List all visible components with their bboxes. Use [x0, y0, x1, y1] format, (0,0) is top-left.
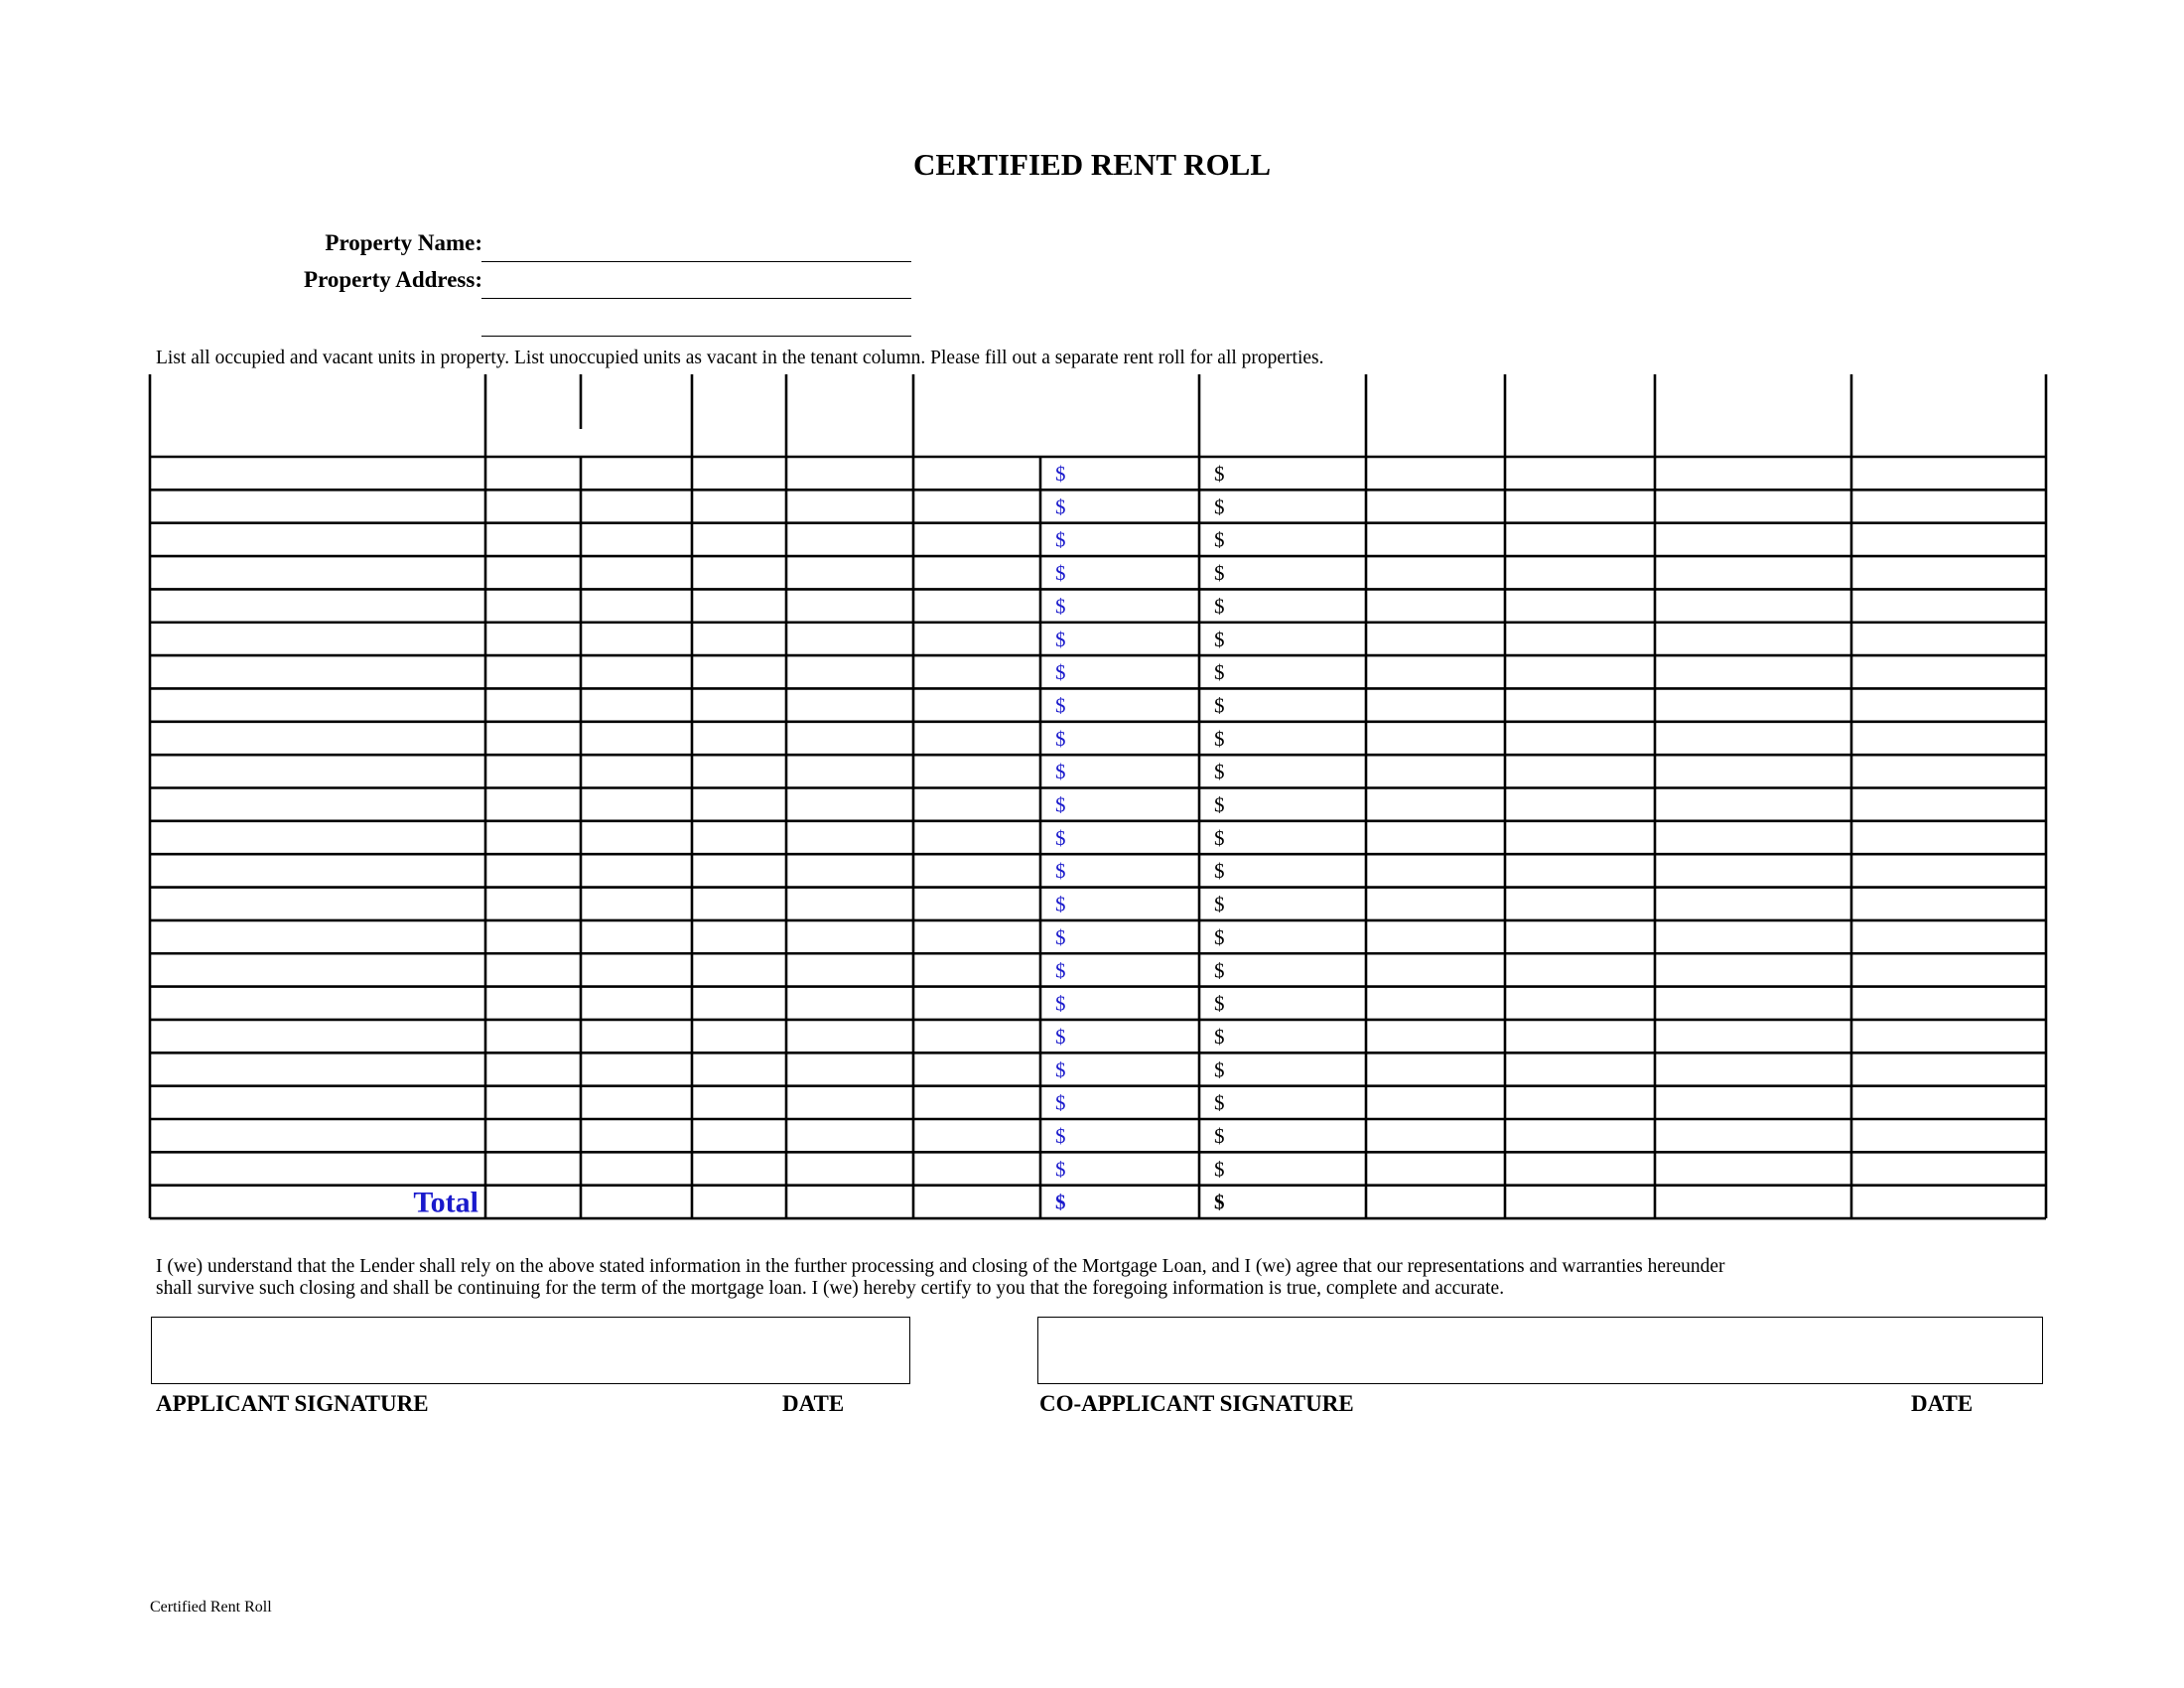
currency-cell: $ [1214, 627, 1225, 651]
co-applicant-signature-box[interactable] [1037, 1317, 2043, 1384]
page-title: CERTIFIED RENT ROLL [912, 147, 1272, 182]
footer-text: Certified Rent Roll [150, 1599, 272, 1616]
currency-cell: $ [1055, 859, 1066, 884]
currency-cell: $ [1055, 792, 1066, 817]
total-label: Total [413, 1186, 478, 1219]
co-applicant-date-label: DATE [1911, 1391, 1974, 1416]
currency-cell: $ [1055, 892, 1066, 916]
currency-cell: $ [1055, 1057, 1066, 1082]
currency-cell: $ [1055, 924, 1066, 949]
currency-cell: $ [1214, 1124, 1225, 1148]
currency-cell: $ [1214, 958, 1225, 983]
total-currency-cell: $ [1055, 1190, 1066, 1214]
applicant-signature-label: APPLICANT SIGNATURE [156, 1391, 429, 1416]
currency-cell: $ [1214, 693, 1225, 718]
currency-cell: $ [1214, 792, 1225, 817]
currency-cell: $ [1214, 859, 1225, 884]
applicant-signature-box[interactable] [151, 1317, 910, 1384]
currency-cell: $ [1214, 1157, 1225, 1182]
currency-cell: $ [1055, 561, 1066, 586]
total-currency-cell: $ [1214, 1190, 1225, 1214]
currency-cell: $ [1055, 627, 1066, 651]
certification-line-2: shall survive such closing and shall be continuing for the term of the mortgage loan. I (we) hereby certify to you that the foregoing information is true, complete and accurate. [156, 1278, 1505, 1299]
currency-cell: $ [1055, 958, 1066, 983]
certification-line-1: I (we) understand that the Lender shall rely on the above stated information in the further processing and closing of the Mortgage Loan, and I (we) agree that our representations and warranties hereunder [156, 1256, 1725, 1277]
currency-cell: $ [1214, 991, 1225, 1016]
currency-cell: $ [1214, 1057, 1225, 1082]
currency-cell: $ [1214, 825, 1225, 850]
currency-cell: $ [1214, 892, 1225, 916]
currency-cell: $ [1214, 760, 1225, 784]
currency-cell: $ [1055, 1024, 1066, 1049]
currency-cell: $ [1214, 494, 1225, 519]
currency-cell: $ [1214, 1024, 1225, 1049]
currency-cell: $ [1055, 1090, 1066, 1115]
currency-cell: $ [1055, 760, 1066, 784]
currency-cell: $ [1055, 494, 1066, 519]
currency-cell: $ [1055, 594, 1066, 619]
currency-cell: $ [1055, 1124, 1066, 1148]
property-name-label: Property Name: [325, 230, 482, 255]
currency-cell: $ [1055, 660, 1066, 685]
property-address-label: Property Address: [304, 267, 482, 292]
currency-cell: $ [1055, 527, 1066, 552]
currency-cell: $ [1055, 825, 1066, 850]
currency-cell: $ [1214, 527, 1225, 552]
currency-cell: $ [1214, 594, 1225, 619]
co-applicant-signature-label: CO-APPLICANT SIGNATURE [1039, 1391, 1354, 1416]
applicant-date-label: DATE [782, 1391, 845, 1416]
currency-cell: $ [1214, 726, 1225, 751]
currency-cell: $ [1055, 991, 1066, 1016]
currency-cell: $ [1055, 726, 1066, 751]
currency-cell: $ [1214, 924, 1225, 949]
certification-statement [156, 1256, 1843, 1300]
currency-cell: $ [1214, 660, 1225, 685]
currency-cell: $ [1055, 693, 1066, 718]
instructions: List all occupied and vacant units in property. List unoccupied units as vacant in the tenant column. Please fill out a separate rent roll for all properties. [156, 348, 1324, 368]
currency-cell: $ [1055, 462, 1066, 486]
currency-cell: $ [1214, 561, 1225, 586]
currency-cell: $ [1214, 462, 1225, 486]
currency-cell: $ [1055, 1157, 1066, 1182]
currency-cell: $ [1214, 1090, 1225, 1115]
